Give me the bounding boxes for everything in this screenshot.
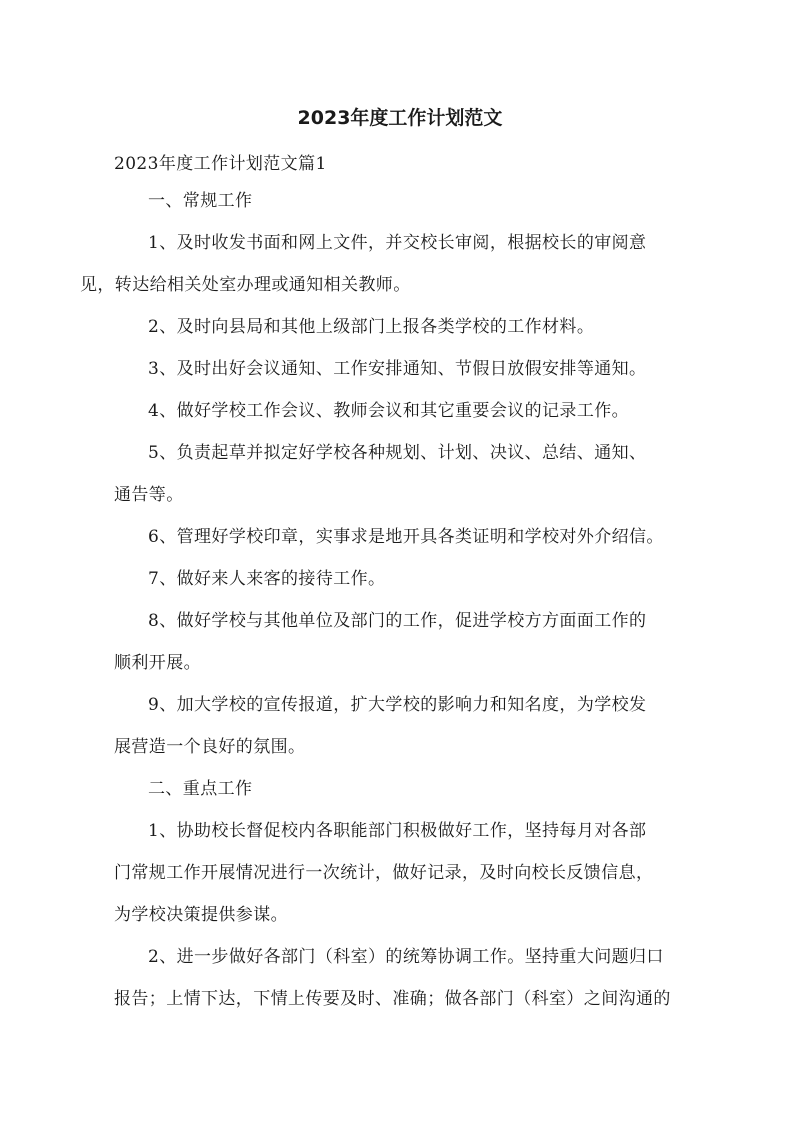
paragraph-line: 1、及时收发书面和网上文件，并交校长审阅，根据校长的审阅意 [148,233,647,253]
document-title: 2023年度工作计划范文 [297,107,503,129]
paragraph-item [114,516,694,558]
paragraph-line: 展营造一个良好的氛围。 [114,737,306,757]
paragraph-line: 1、协助校长督促校内各职能部门积极做好工作，坚持每月对各部 [148,821,647,841]
paragraph-line: 门常规工作开展情况进行一次统计，做好记录，及时向校长反馈信息， [114,863,654,883]
paragraph-line: 7、做好来人来客的接待工作。 [148,569,386,589]
paragraph-item [80,222,694,306]
section-heading-key: 二、重点工作 [148,779,253,799]
paragraph-line: 2、及时向县局和其他上级部门上报各类学校的工作材料。 [148,317,595,337]
paragraph-line: 通告等。 [114,485,184,505]
paragraph-line: 为学校决策提供参谋。 [114,905,288,925]
paragraph-item [114,432,694,516]
paragraph-line: 6、管理好学校印章，实事求是地开具各类证明和学校对外介绍信。 [148,527,664,547]
paragraph-line: 5、负责起草并拟定好学校各种规划、计划、决议、总结、通知、 [148,443,647,463]
paragraph-item [114,306,694,348]
paragraph-item [114,684,694,768]
paragraph-item [114,600,694,684]
document-subtitle: 2023年度工作计划范文篇1 [114,154,327,174]
paragraph-line: 2、进一步做好各部门（科室）的统筹协调工作。坚持重大问题归口 [148,947,664,967]
paragraph-item [114,936,694,1020]
paragraph-line: 8、做好学校与其他单位及部门的工作，促进学校方方面面工作的 [148,611,647,631]
paragraph-line: 9、加大学校的宣传报道，扩大学校的影响力和知名度，为学校发 [148,695,647,715]
paragraph-item [114,348,694,390]
paragraph-line: 见，转达给相关处室办理或通知相关教师。 [80,275,411,295]
paragraph-line: 4、做好学校工作会议、教师会议和其它重要会议的记录工作。 [148,401,630,421]
paragraph-item [114,390,694,432]
paragraph-line: 报告；上情下达，下情上传要及时、准确；做各部门（科室）之间沟通的 [114,989,671,1009]
paragraph-line: 顺利开展。 [114,653,201,673]
section-heading-routine: 一、常规工作 [148,191,253,211]
paragraph-item [114,558,694,600]
paragraph-item [114,810,694,936]
paragraph-line: 3、及时出好会议通知、工作安排通知、节假日放假安排等通知。 [148,359,647,379]
